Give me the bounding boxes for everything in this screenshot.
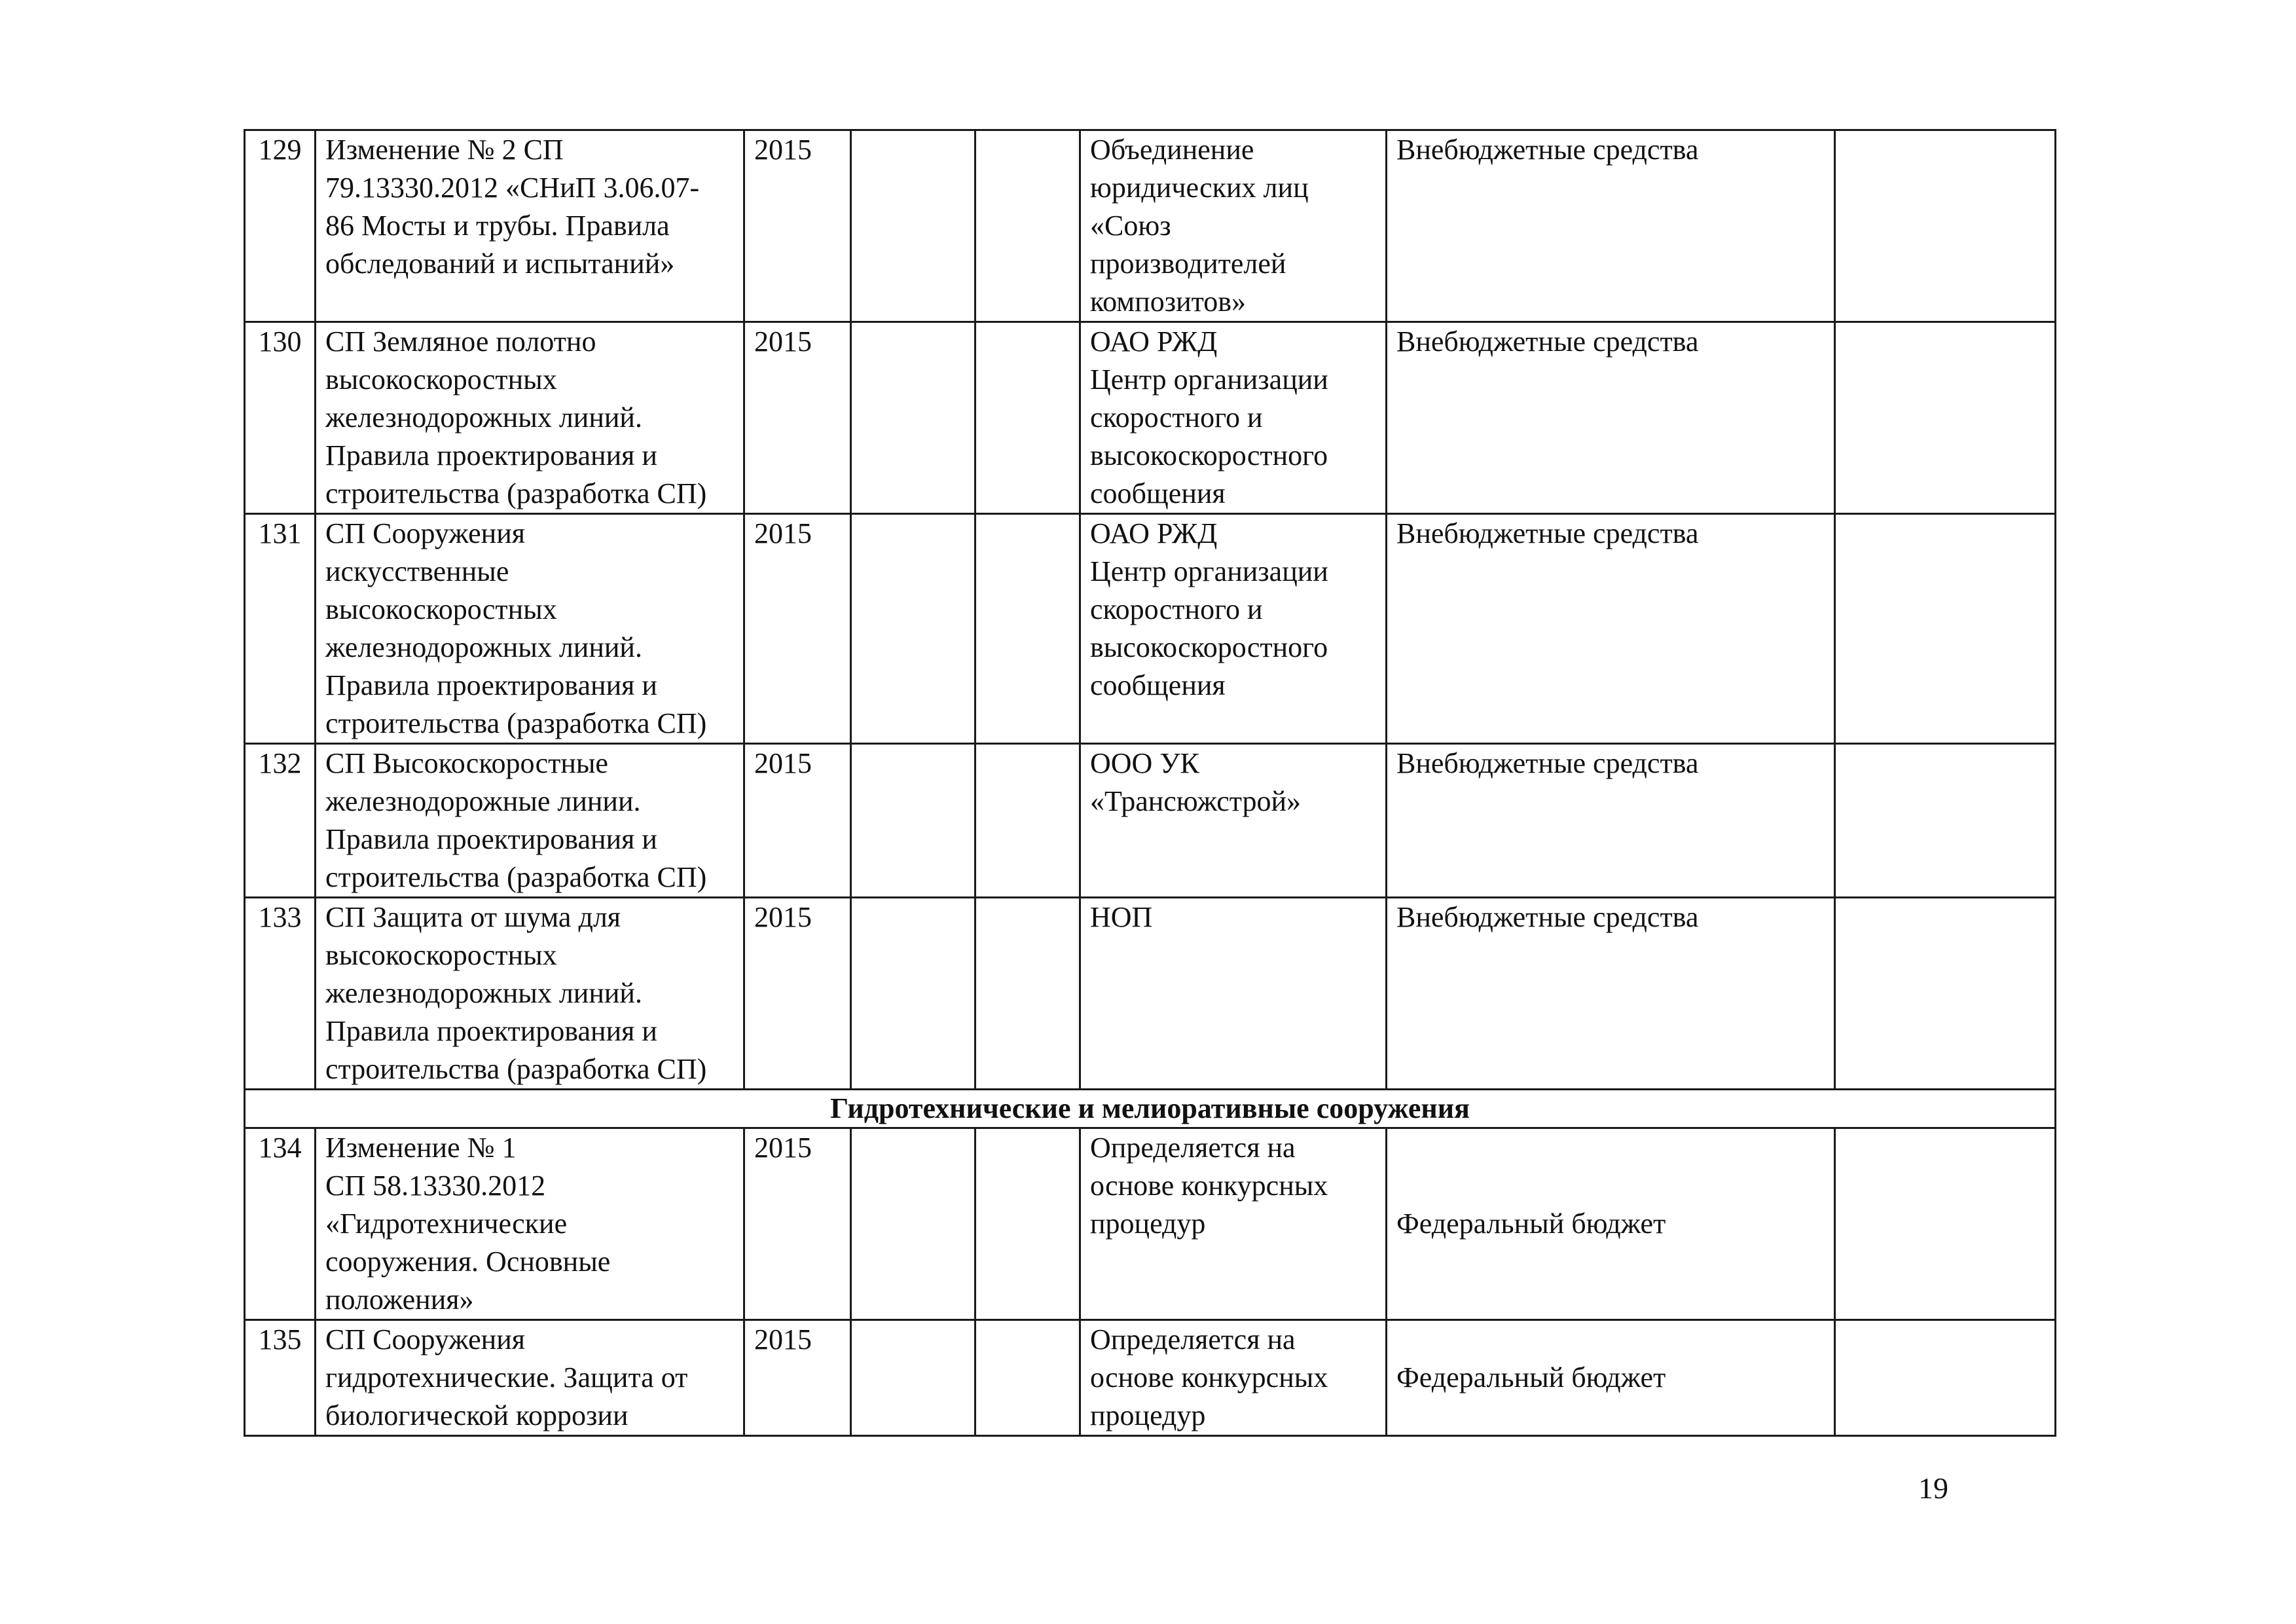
year-cell: 2015 [744,322,851,514]
funding-cell: Внебюджетные средства [1387,744,1835,898]
table-body-bottom [245,1128,2056,1436]
standard-name-line: железнодорожных линий. [325,631,642,663]
standard-name-line: железнодорожных линий. [325,977,642,1009]
standard-name-line: высокоскоростных [325,939,557,971]
standard-name [316,322,744,514]
developer-cell-line: композитов» [1090,286,1247,318]
funding-cell: Внебюджетные средства [1387,514,1835,744]
empty-cell [975,744,1080,898]
developer-cell-line: сообщения [1090,669,1226,701]
standard-name-line: Правила проектирования и [325,669,657,701]
empty-cell [1835,898,2056,1090]
empty-cell [851,1128,975,1320]
standard-name [316,514,744,744]
row-number: 134 [245,1128,316,1320]
standard-name-line: искусственные [325,555,509,587]
standard-name [316,744,744,898]
empty-cell [975,1320,1080,1436]
standard-name-line: строительства (разработка СП) [325,861,707,893]
developer-cell-line: Определяется на [1090,1323,1296,1356]
section-header-row [245,1090,2056,1128]
standard-name-line: высокоскоростных [325,593,557,625]
row-number: 129 [245,130,316,322]
standard-name-line: СП Сооружения [325,1323,525,1356]
year-cell: 2015 [744,514,851,744]
developer-cell-line: НОП [1090,901,1153,933]
developer-cell [1080,130,1387,322]
standard-name [316,898,744,1090]
standard-name-line: 79.13330.2012 «СНиП 3.06.07- [325,172,700,204]
page-number: 19 [1918,1471,1948,1505]
funding-cell: Внебюджетные средства [1387,898,1835,1090]
standard-name-line: положения» [325,1283,474,1316]
empty-cell [975,514,1080,744]
standard-name-line: гидротехнические. Защита от [325,1361,688,1393]
row-number: 133 [245,898,316,1090]
standard-name-line: Правила проектирования и [325,823,657,855]
table-row [245,744,2056,898]
standard-name-line: железнодорожные линии. [325,785,641,817]
developer-cell-line: «Союз [1090,210,1171,242]
funding-cell: Федеральный бюджет [1387,1320,1835,1436]
table-body-top [245,130,2056,1090]
developer-cell-line: «Трансюжстрой» [1090,785,1302,817]
empty-cell [1835,514,2056,744]
empty-cell [1835,1128,2056,1320]
empty-cell [851,898,975,1090]
row-number: 130 [245,322,316,514]
developer-cell-line: Центр организации [1090,363,1328,396]
developer-cell-line: скоростного и [1090,593,1263,625]
standard-name-line: СП Сооружения [325,517,525,549]
developer-cell-line: основе конкурсных [1090,1170,1328,1202]
table-row [245,1320,2056,1436]
table-row [245,514,2056,744]
empty-cell [851,514,975,744]
funding-cell: Внебюджетные средства [1387,130,1835,322]
year-cell: 2015 [744,130,851,322]
developer-cell-line: скоростного и [1090,401,1263,434]
developer-cell-line: ООО УК [1090,747,1199,779]
developer-cell-line: производителей [1090,248,1286,280]
standard-name-line: строительства (разработка СП) [325,707,707,739]
standard-name-line: Изменение № 2 СП [325,134,564,166]
developer-cell [1080,514,1387,744]
standard-name-line: Изменение № 1 [325,1132,517,1164]
developer-cell-line: процедур [1090,1399,1206,1431]
standard-name-line: высокоскоростных [325,363,557,396]
row-number: 132 [245,744,316,898]
empty-cell [975,898,1080,1090]
developer-cell-line: ОАО РЖД [1090,517,1218,549]
standard-name-line: «Гидротехнические [325,1208,568,1240]
developer-cell-line: высокоскоростного [1090,631,1328,663]
year-cell: 2015 [744,744,851,898]
standard-name [316,1320,744,1436]
empty-cell [1835,130,2056,322]
developer-cell-line: Объединение [1090,134,1254,166]
row-number: 131 [245,514,316,744]
standard-name-line: 86 Мосты и трубы. Правила [325,210,670,242]
standard-name-line: железнодорожных линий. [325,401,642,434]
standard-name-line: строительства (разработка СП) [325,477,707,509]
standard-name-line: СП Высокоскоростные [325,747,608,779]
standard-name-line: Правила проектирования и [325,439,657,471]
empty-cell [851,130,975,322]
table-row [245,898,2056,1090]
developer-cell-line: ОАО РЖД [1090,325,1218,358]
table-row [245,1128,2056,1320]
empty-cell [851,1320,975,1436]
developer-cell-line: сообщения [1090,477,1226,509]
empty-cell [975,322,1080,514]
standard-name-line: СП Защита от шума для [325,901,621,933]
standard-name-line: СП 58.13330.2012 [325,1170,546,1202]
empty-cell [1835,322,2056,514]
section-title: Гидротехнические и мелиоративные сооружения [245,1090,2056,1128]
developer-cell [1080,1320,1387,1436]
row-number: 135 [245,1320,316,1436]
standards-table [244,129,2056,1437]
standard-name [316,1128,744,1320]
year-cell: 2015 [744,1128,851,1320]
funding-cell: Внебюджетные средства [1387,322,1835,514]
empty-cell [851,322,975,514]
developer-cell [1080,898,1387,1090]
standard-name-line: сооружения. Основные [325,1246,611,1278]
standard-name [316,130,744,322]
developer-cell-line: основе конкурсных [1090,1361,1328,1393]
developer-cell [1080,744,1387,898]
empty-cell [975,1128,1080,1320]
standard-name-line: Правила проектирования и [325,1015,657,1047]
standard-name-line: строительства (разработка СП) [325,1053,707,1085]
section-header-body [245,1090,2056,1128]
developer-cell [1080,1128,1387,1320]
developer-cell-line: высокоскоростного [1090,439,1328,471]
developer-cell-line: Центр организации [1090,555,1328,587]
empty-cell [975,130,1080,322]
table-row [245,322,2056,514]
standard-name-line: СП Земляное полотно [325,325,596,358]
standard-name-line: биологической коррозии [325,1399,629,1431]
funding-cell: Федеральный бюджет [1387,1128,1835,1320]
developer-cell-line: процедур [1090,1208,1206,1240]
developer-cell [1080,322,1387,514]
standard-name-line: обследований и испытаний» [325,248,675,280]
empty-cell [851,744,975,898]
year-cell: 2015 [744,1320,851,1436]
empty-cell [1835,1320,2056,1436]
table-row [245,130,2056,322]
year-cell: 2015 [744,898,851,1090]
developer-cell-line: Определяется на [1090,1132,1296,1164]
developer-cell-line: юридических лиц [1090,172,1309,204]
empty-cell [1835,744,2056,898]
